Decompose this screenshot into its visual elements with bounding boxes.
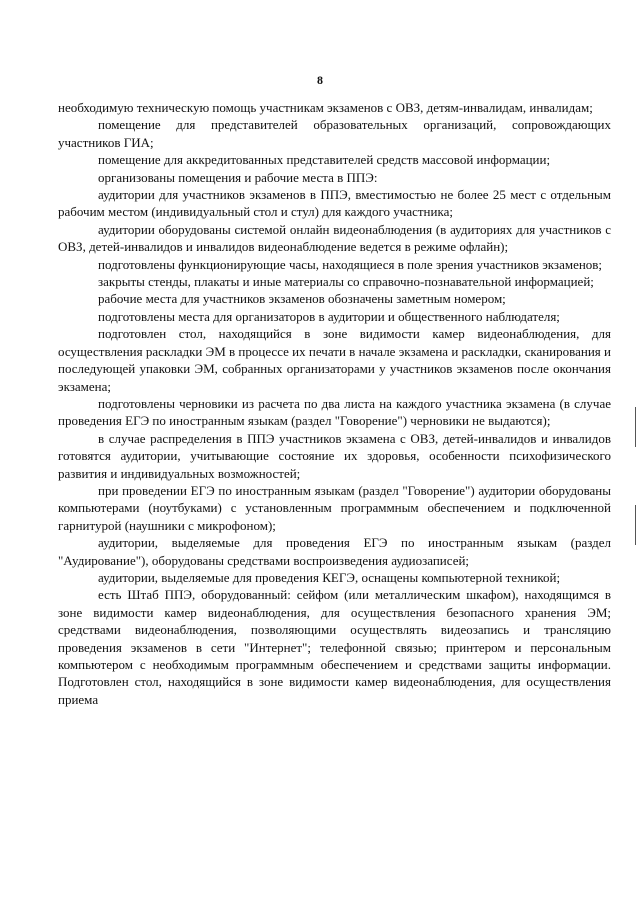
document-body [58,99,611,708]
paragraph-12: подготовлены черновики из расчета по два листа на каждого участника экзамена (в случае проведения ЕГЭ по иностранным языкам (раздел "Говорение") черновики не выдаются); [58,395,611,429]
paragraph-15: аудитории, выделяемые для проведения ЕГЭ по иностранным языкам (раздел "Аудирование"), оборудованы средствами воспроизведения аудиозаписей; [58,535,611,568]
paragraph-7: подготовлены функционирующие часы, находящиеся в поле зрения участников экзаменов; [98,256,603,272]
paragraph-9: рабочие места для участников экзаменов обозначены заметным номером; [98,291,506,307]
paragraph-4: организованы помещения и рабочие места в ППЭ: [98,169,378,185]
paragraph-1: необходимую техническую помощь участникам экзаменов с ОВЗ, детям-инвалидам, инвалидам; [58,100,593,115]
paragraph-11: подготовлен стол, находящийся в зоне видимости камер видеонаблюдения, для осуществления раскладки ЭМ в процессе их печати в начале экзамена и раскладки, сканирования и последующей упаковки ЭМ, собранных организаторами у участников экзаменов после окончания экзамена; [58,326,611,394]
paragraph-14: при проведении ЕГЭ по иностранным языкам (раздел "Говорение") аудитории оборудованы компьютерами (ноутбуками) с установленным программным обеспечением и подключенной гарнитурой (наушники с микрофоном); [58,482,611,533]
paragraph-17: есть Штаб ППЭ, оборудованный: сейфом (или металлическим шкафом), находящимся в зоне видимости камер видеонаблюдения, для осуществления безопасного хранения ЭМ; средствами видеонаблюдения, позволяющими осуществлять видеозапись и трансляцию проведения экзаменов в сети "Интернет"; телефонной связью; принтером и персональным компьютером с необходимым программным обеспечением и средствами защиты информации. Подготовлен стол, находящийся в зоне видимости камер видеонаблюдения, для осуществления приема [58,587,611,707]
paragraph-13: в случае распределения в ППЭ участников экзамена с ОВЗ, детей-инвалидов и инвалидов готовятся аудитории, учитывающие состояние их здоровья, особенности психофизического развития и индивидуальных возможностей; [58,430,611,481]
scan-margin-mark-upper [635,407,636,447]
scan-margin-mark-lower [635,505,636,545]
paragraph-3: помещение для аккредитованных представителей средств массовой информации; [98,152,551,168]
paragraph-16: аудитории, выделяемые для проведения КЕГЭ, оснащены компьютерной техникой; [98,569,561,585]
paragraph-5: аудитории для участников экзаменов в ППЭ, вместимостью не более 25 мест с отдельным рабочим местом (индивидуальный стол и стул) для каждого участника; [58,187,611,220]
paragraph-6: аудитории оборудованы системой онлайн видеонаблюдения (в аудиториях для участников с ОВЗ, детей-инвалидов и инвалидов видеонаблюдение ведется в режиме офлайн); [58,221,611,255]
page-number: 8 [317,73,323,87]
paragraph-8: закрыты стенды, плакаты и иные материалы со справочно-познавательной информацией; [98,274,594,290]
paragraph-2: помещение для представителей образовательных организаций, сопровождающих участников ГИА; [58,117,611,150]
paragraph-10: подготовлены места для организаторов в аудитории и общественного наблюдателя; [98,308,560,324]
